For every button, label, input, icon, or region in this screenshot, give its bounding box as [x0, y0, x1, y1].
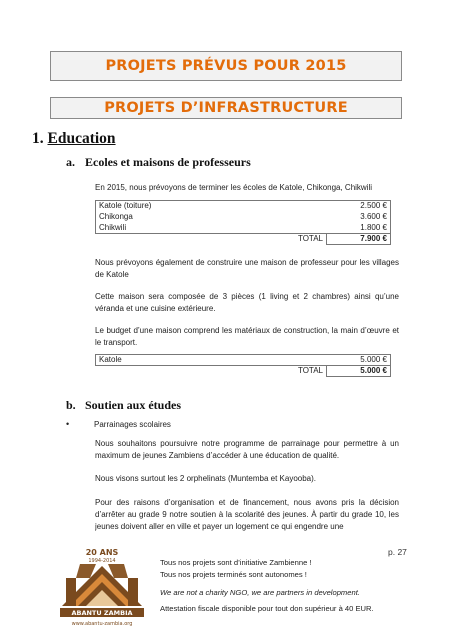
table-total-amount: 5.000 € — [327, 366, 391, 377]
subheading-b — [66, 398, 181, 413]
table-cell-name: Katole — [96, 355, 246, 366]
subheading-a-title: Ecoles et maisons de professeurs — [85, 155, 251, 169]
table-total-label: TOTAL — [246, 366, 327, 377]
table-cell-blank — [96, 366, 246, 377]
table-row — [96, 212, 391, 223]
table-total-row — [96, 234, 391, 245]
paragraph-teacher-house: Nous prévoyons également de construire une maison de professeur pour les villages de Katole — [95, 258, 399, 279]
table-cell-amount: 1.800 € — [327, 223, 391, 234]
page-number: p. 27 — [388, 547, 407, 557]
paragraph-house-budget: Le budget d’une maison comprend les matériaux de construction, la main d’œuvre et le transport. — [95, 326, 399, 347]
table-row — [96, 355, 391, 366]
logo-years-text: 1994-2014 — [88, 558, 116, 564]
footer-line-2: Tous nos projets terminés sont autonomes ! — [160, 570, 307, 579]
abantu-zambia-logo — [56, 548, 148, 630]
paragraph-house-composition: Cette maison sera composée de 3 pièces (1 living et 2 chambres) ainsi qu’une véranda et une cuisine extérieure. — [95, 292, 399, 313]
footer-line-4: Attestation fiscale disponible pour tout don supérieur à 40 EUR. — [160, 604, 374, 613]
table-cell-amount: 2.500 € — [327, 201, 391, 212]
subheading-a-label: a. — [66, 155, 75, 169]
bullet-icon: • — [66, 419, 70, 429]
subheading-a — [66, 155, 251, 170]
footer-line-3: We are not a charity NGO, we are partners in development. — [160, 588, 360, 597]
footer-line-1: Tous nos projets sont d’initiative Zambienne ! — [160, 558, 312, 567]
section-number: 1. — [32, 130, 44, 147]
paragraph-orphanages: Nous visons surtout les 2 orphelinats (Muntemba et Kayooba). — [95, 474, 317, 483]
bullet-item — [66, 418, 171, 431]
logo-badge-text: 20 ANS — [85, 548, 119, 557]
paragraph-schools-intro: En 2015, nous prévoyons de terminer les écoles de Katole, Chikonga, Chikwili — [95, 183, 373, 192]
subheading-b-title: Soutien aux études — [85, 398, 182, 412]
banner-subtitle: PROJETS D’INFRASTRUCTURE — [50, 97, 402, 119]
banner-main-title: PROJETS PRÉVUS POUR 2015 — [50, 51, 402, 81]
table-total-label: TOTAL — [246, 234, 327, 245]
schools-budget-table — [95, 200, 391, 245]
table-cell-name: Chikonga — [96, 212, 327, 223]
table-total-row — [96, 366, 391, 377]
paragraph-grade-policy: Pour des raisons d’organisation et de financement, nous avons pris la décision d’arrêter au grade 9 notre soutien à la scolarité des jeunes. À partir du grade 10, les jeunes doivent aller en ville et payer un logement ce qui engendre une — [95, 498, 399, 531]
table-cell-name: Chikwili — [96, 223, 327, 234]
table-cell-blank — [96, 234, 246, 245]
subheading-b-label: b. — [66, 398, 76, 412]
table-total-amount: 7.900 € — [327, 234, 391, 245]
paragraph-sponsorship: Nous souhaitons poursuivre notre programme de parrainage pour permettre à un maximum de jeunes Zambiens d’accéder à une éducation de qualité. — [95, 439, 399, 460]
logo-graphic — [56, 548, 148, 630]
table-cell-spacer — [246, 355, 327, 366]
table-row — [96, 223, 391, 234]
section-heading — [32, 130, 116, 148]
bullet-text: Parrainages scolaires — [94, 420, 171, 429]
section-title: Education — [47, 130, 116, 147]
logo-name-text: ABANTU ZAMBIA — [71, 609, 133, 617]
table-row — [96, 201, 391, 212]
house-budget-table — [95, 354, 391, 377]
table-cell-name: Katole (toiture) — [96, 201, 327, 212]
table-cell-amount: 3.600 € — [327, 212, 391, 223]
logo-url-text: www.abantu-zambia.org — [71, 621, 133, 627]
table-cell-amount: 5.000 € — [327, 355, 391, 366]
